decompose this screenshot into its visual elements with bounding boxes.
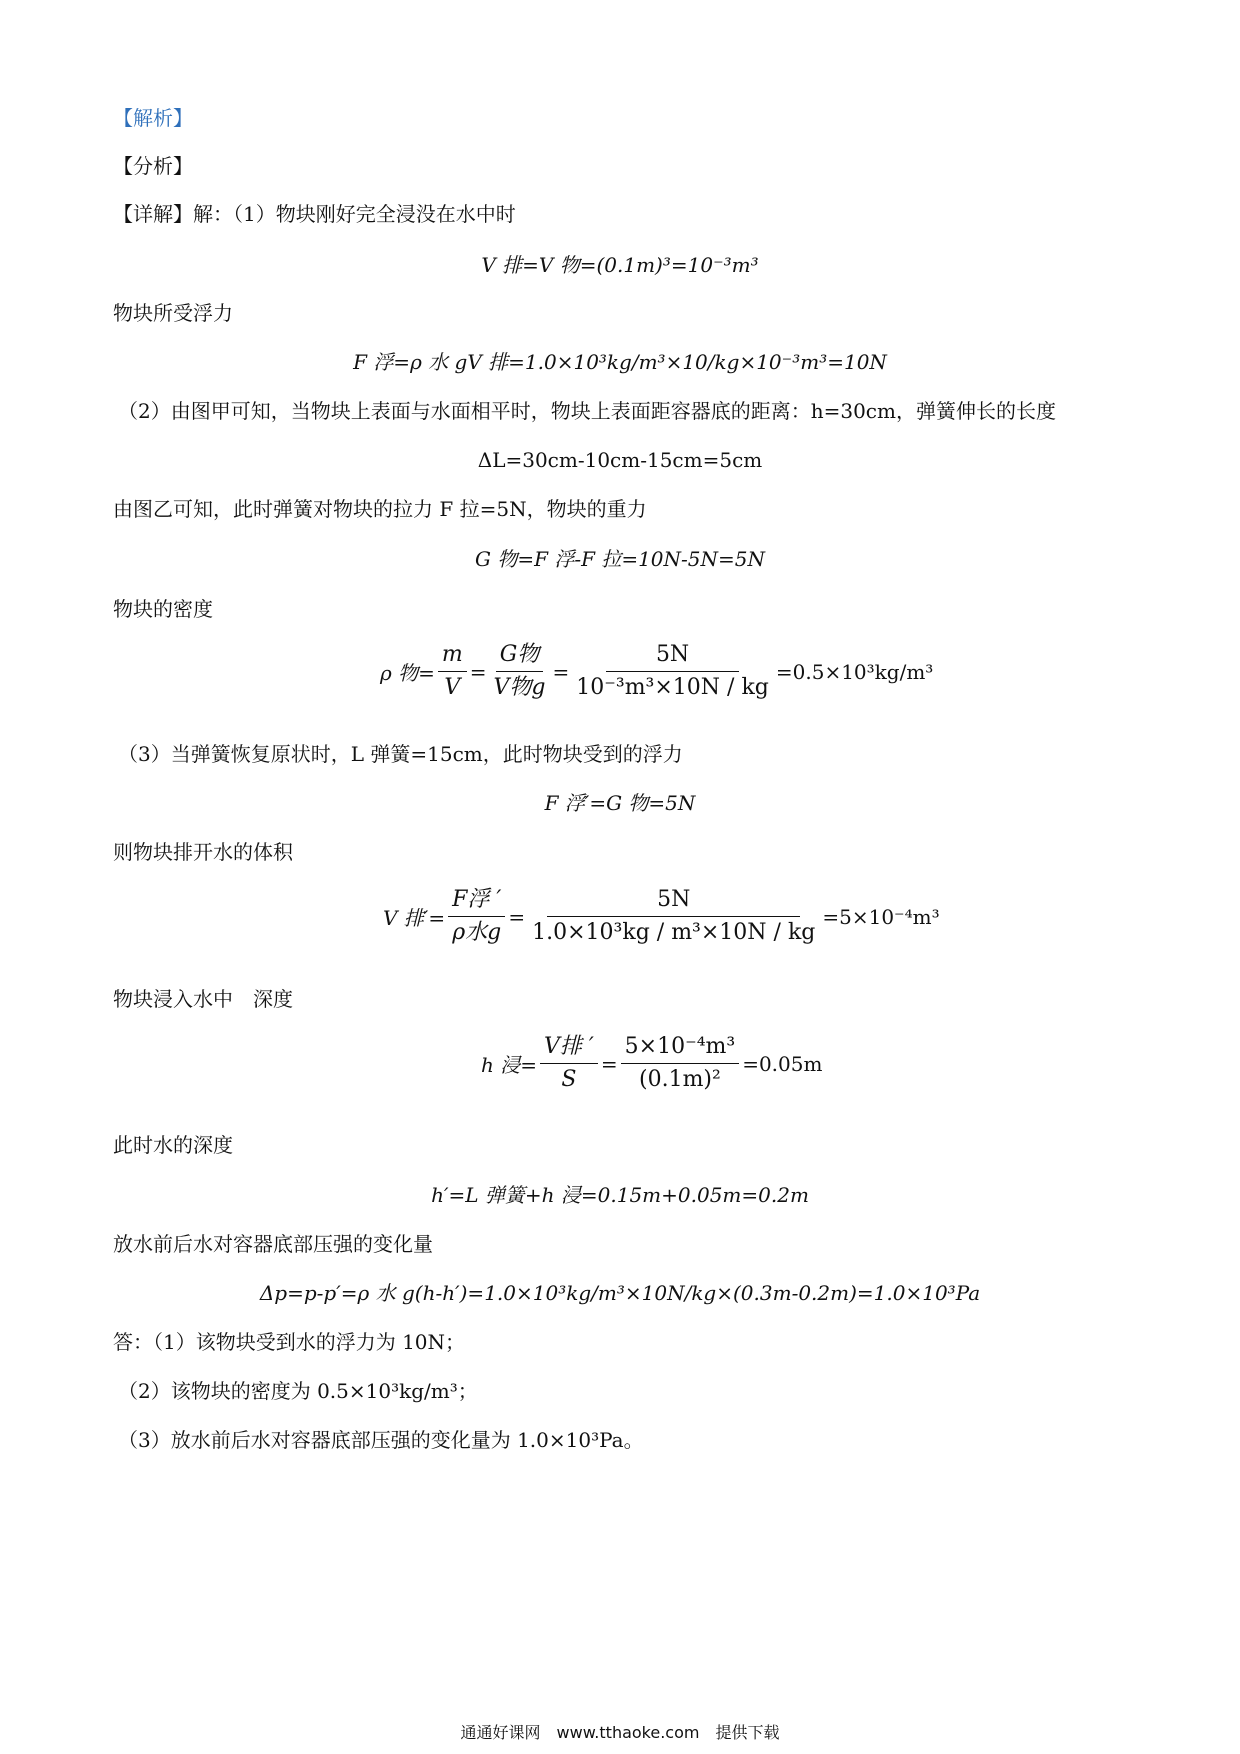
eq5-fraction-2-denominator: V物g [493,675,546,700]
eq8-rhs: =0.05m [742,1051,823,1076]
equation-9: h′=L 弹簧+h 浸=0.15m+0.05m=0.2m [431,1183,809,1207]
paragraph-part3: （3）当弹簧恢复原状时，L 弹簧=15cm，此时物块受到的浮力 [118,742,683,766]
analysis-heading: 【解析】 [113,106,193,130]
eq7-fraction-1 [448,886,505,947]
paragraph-water-depth: 此时水的深度 [113,1133,233,1157]
eq7-equals-a: = [508,904,526,929]
eq5-fraction-1-denominator: V [444,675,461,700]
eq5-rhs: =0.5×10³kg/m³ [775,659,934,684]
eq5-lhs: ρ 物= [380,661,435,685]
paragraph-pull: 由图乙可知，此时弹簧对物块的拉力 F 拉=5N，物块的重力 [113,497,647,521]
eq7-fraction-2-denominator: 1.0×10³kg / m³×10N / kg [532,920,816,945]
paragraph-buoyancy: 物块所受浮力 [113,301,233,325]
eq8-fraction-2 [621,1033,740,1094]
equation-3: ΔL=30cm-10cm-15cm=5cm [477,448,763,472]
eq5-equals-b: = [552,659,570,684]
eq8-fraction-1-denominator: S [561,1067,577,1092]
eq5-fraction-2-numerator: G物 [496,641,544,672]
eq5-fraction-1-numerator: m [438,641,467,672]
eq7-rhs: =5×10⁻⁴m³ [822,904,940,929]
eq7-fraction-1-numerator: F浮 ′ [448,886,505,917]
equation-10: Δp=p-p′=ρ 水 g(h-h′)=1.0×10³kg/m³×10N/kg×(0.3m-0.2m)=1.0×10³Pa [259,1281,981,1305]
detail-paragraph [113,200,516,228]
eq7-fraction-2 [528,886,819,947]
eq8-fraction-2-numerator: 5×10⁻⁴m³ [621,1033,740,1064]
detail-tag: 【详解】 [113,202,193,226]
eq5-fraction-1 [438,641,467,702]
eq7-lhs: V 排′= [383,906,446,930]
answer-1: 答：（1）该物块受到水的浮力为 10N； [113,1330,466,1354]
eq5-fraction-3 [572,641,773,702]
paragraph-part2: （2）由图甲可知，当物块上表面与水面相平时，物块上表面距容器底的距离：h=30cm，弹簧伸长的长度 [118,399,1056,423]
equation-2: F 浮=ρ 水 gV 排=1.0×10³kg/m³×10/kg×10⁻³m³=10N [353,350,887,374]
answer-3: （3）放水前后水对容器底部压强的变化量为 1.0×10³Pa。 [118,1428,644,1452]
equation-4: G 物=F 浮-F 拉=10N-5N=5N [475,547,765,571]
eq7-fraction-2-numerator: 5N [547,886,800,917]
equation-6: F 浮′=G 物=5N [544,791,696,815]
eq5-equals-a: = [469,659,487,684]
eq5-fraction-3-numerator: 5N [606,641,739,672]
fenxi-heading: 【分析】 [113,154,193,178]
paragraph-volume: 则物块排开水的体积 [113,840,293,864]
eq8-equals-a: = [600,1051,618,1076]
answer-2: （2）该物块的密度为 0.5×10³kg/m³； [118,1379,478,1403]
detail-text: 解：（1）物块刚好完全浸没在水中时 [193,202,516,226]
page-footer: 通通好课网 www.tthaoke.com 提供下载 [460,1723,780,1742]
eq8-fraction-1 [540,1033,598,1094]
eq8-lhs: h 浸= [481,1053,537,1077]
paragraph-change: 放水前后水对容器底部压强的变化量 [113,1232,433,1256]
eq8-fraction-1-numerator: V排 ′ [540,1033,598,1064]
equation-1: V 排=V 物=(0.1m)³=10⁻³m³ [481,253,759,277]
paragraph-density: 物块的密度 [113,597,213,621]
eq5-fraction-2 [490,641,550,702]
equation-7 [383,886,940,947]
equation-5 [380,641,933,702]
eq5-fraction-3-denominator: 10⁻³m³×10N / kg [576,675,769,700]
eq8-fraction-2-denominator: (0.1m)² [639,1067,721,1092]
equation-8 [481,1033,822,1094]
paragraph-depth: 物块浸入水中 深度 [113,987,293,1011]
eq7-fraction-1-denominator: ρ水g [452,920,502,945]
